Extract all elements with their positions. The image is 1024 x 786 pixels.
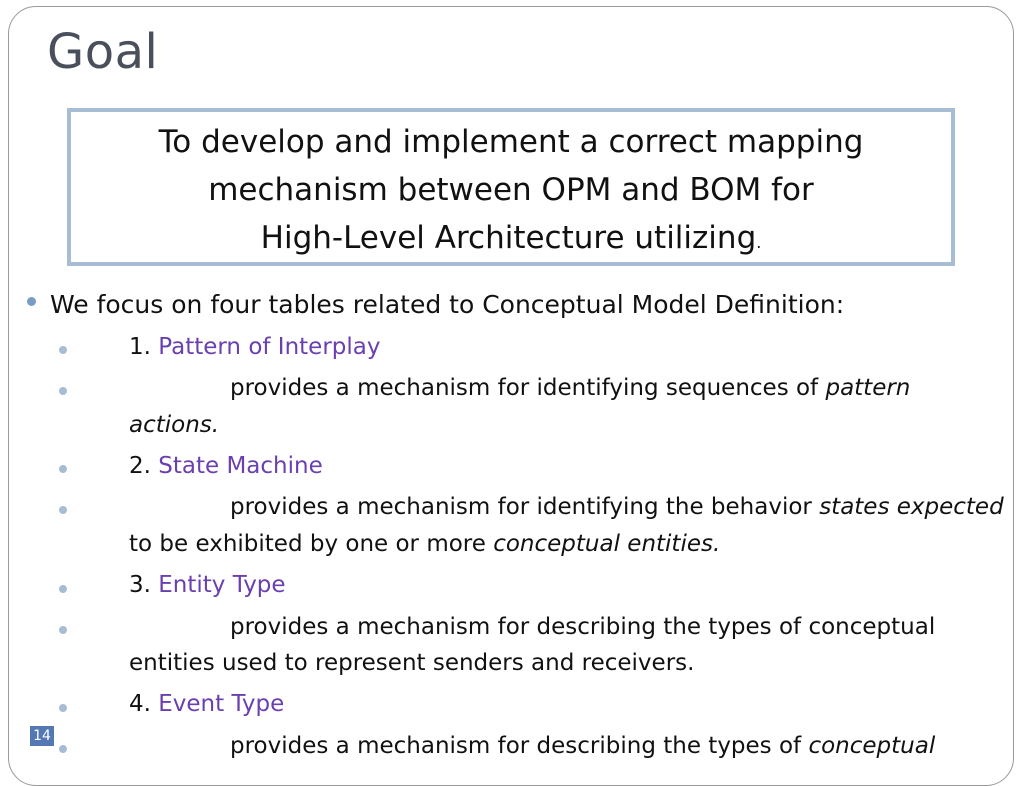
list-item-2-desc-cont [129,531,720,557]
goal-line-3-text: High-Level Architecture utilizing [260,220,757,256]
list-item-4-desc [230,733,935,759]
list-item-2-desc [230,494,1004,520]
bullet-dot [27,297,36,306]
list-item-1-desc-cont [129,412,219,438]
item-term: State Machine [158,453,323,479]
bullet-dot [59,745,67,753]
list-item-4-heading [129,691,284,717]
item-term: Event Type [158,691,285,717]
item-number: 3. [129,572,151,598]
bullet-dot [59,465,67,473]
goal-trail: . [756,233,762,252]
item-number: 2. [129,453,151,479]
bullet-dot [59,346,67,354]
desc-emphasis: conceptual [808,733,936,759]
list-item-1-heading [129,334,380,360]
bullet-dot [59,626,67,634]
intro-text: We focus on four tables related to Conceptual Model Definition: [50,290,845,319]
list-item-3-desc: provides a mechanism for describing the types of conceptual [230,614,936,640]
goal-line-1: To develop and implement a correct mapping [158,124,864,160]
desc-emphasis: actions. [129,412,220,438]
item-term: Entity Type [158,572,286,598]
goal-line-2: mechanism between OPM and BOM for [208,172,814,208]
list-item-3-desc-cont: entities used to represent senders and receivers. [129,650,695,676]
bullet-dot [59,585,67,593]
desc-text: provides a mechanism for identifying sequences of [230,375,826,401]
desc-emphasis: states expected [819,494,1004,520]
bullet-dot [59,506,67,514]
desc-emphasis: pattern [825,375,911,401]
item-number: 4. [129,691,151,717]
desc-text: provides a mechanism for identifying the behavior [230,494,820,520]
list-item-3-heading [129,572,286,598]
list-item-1-desc [230,375,910,401]
item-term: Pattern of Interplay [158,334,381,360]
list-item-2-heading [129,453,323,479]
item-number: 1. [129,334,151,360]
desc-text: provides a mechanism for describing the types of [230,733,809,759]
desc-emphasis: conceptual entities. [493,531,721,557]
slide-title: Goal [47,24,159,80]
desc-text: to be exhibited by one or more [129,531,494,557]
page-number: 14 [30,726,54,746]
bullet-dot [59,704,67,712]
bullet-dot [59,387,67,395]
